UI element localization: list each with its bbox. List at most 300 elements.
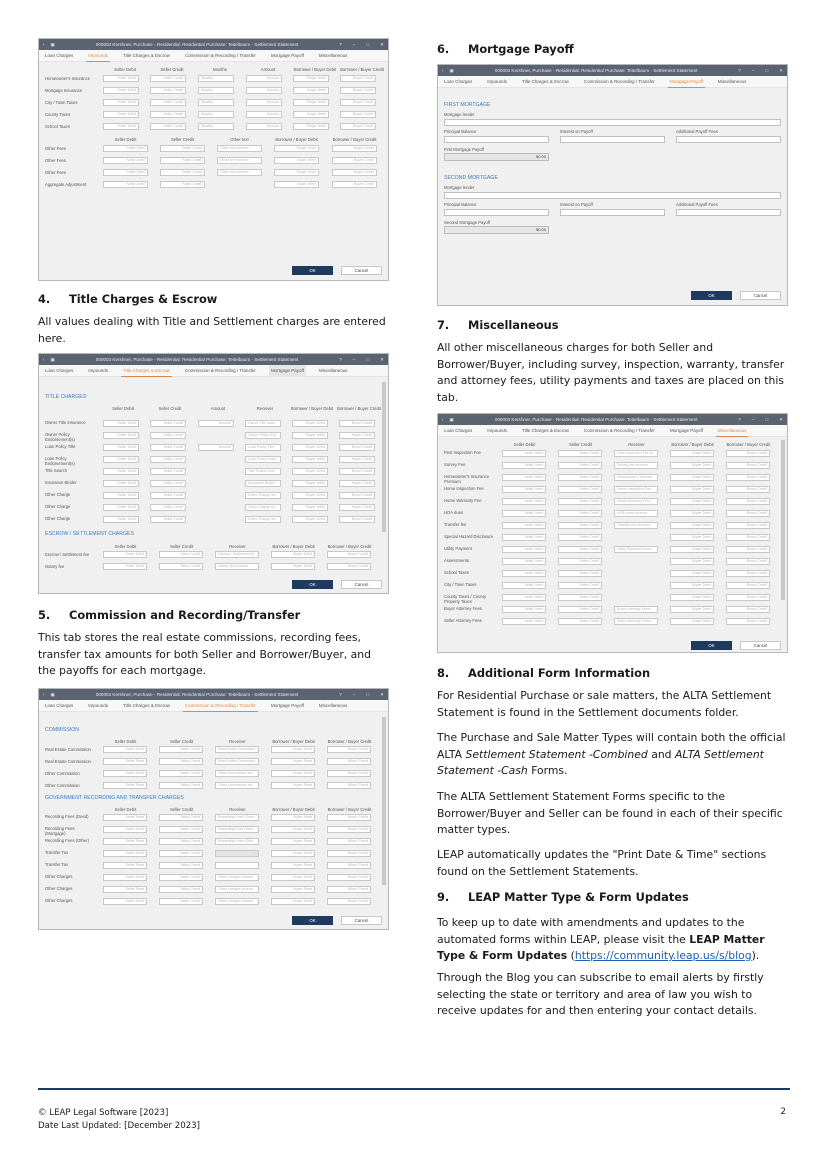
form-input[interactable]: Buyer Credit — [726, 582, 770, 589]
form-input[interactable]: Buyer Credit — [726, 462, 770, 469]
form-input[interactable]: Owner Title Insur — [245, 420, 281, 427]
receiver-dropdown[interactable]: ⌄ — [215, 850, 259, 857]
help-icon[interactable]: ? — [738, 67, 741, 73]
ok-button[interactable]: OK — [691, 291, 732, 300]
form-input[interactable]: Buyer Debit — [670, 498, 714, 505]
mortgage-lender-input[interactable] — [444, 192, 781, 199]
amount-input[interactable] — [444, 136, 549, 143]
amount-input[interactable] — [560, 209, 665, 216]
form-input[interactable]: Seller Credit — [558, 618, 602, 625]
form-input[interactable]: Notary fee receiver — [215, 563, 259, 570]
form-input[interactable]: Buyer Credit — [726, 558, 770, 565]
tab-commission-recording-transfer[interactable]: Commission & Recording / Transfer — [184, 53, 256, 58]
form-input[interactable]: Buyer Credit — [327, 862, 371, 869]
form-input[interactable]: Other fee receiver — [217, 169, 262, 176]
tab-title-charges-escrow[interactable]: Title Charges & Escrow — [123, 53, 170, 58]
back-icon[interactable]: ‹ — [43, 691, 45, 697]
form-input[interactable]: Seller Credit — [150, 75, 186, 82]
form-input[interactable]: Months — [198, 75, 234, 82]
form-input[interactable]: Seller Debit — [103, 770, 147, 777]
form-input[interactable]: Buyer Credit — [327, 551, 371, 558]
form-input[interactable]: Buyer Credit — [726, 498, 770, 505]
form-input[interactable]: Seller Credit — [558, 570, 602, 577]
form-input[interactable]: Buyer Credit — [340, 99, 376, 106]
tab-mortgage-payoff[interactable]: Mortgage Payoff — [269, 365, 306, 377]
tab-loan-charges[interactable]: Loan Charges — [444, 79, 473, 84]
form-input[interactable]: Buyer Debit — [670, 618, 714, 625]
tab-title-charges-escrow[interactable]: Title Charges & Escrow — [522, 79, 569, 84]
form-input[interactable]: Buyer Debit — [670, 462, 714, 469]
close-icon[interactable]: ✕ — [779, 416, 783, 422]
form-input[interactable]: Loan Policy Endo — [245, 456, 281, 463]
form-input[interactable]: Buyer Debit — [271, 770, 315, 777]
form-input[interactable]: Buyer Debit — [670, 474, 714, 481]
form-input[interactable]: Other charges receive — [215, 886, 259, 893]
form-input[interactable]: Seller Credit — [159, 770, 203, 777]
help-icon[interactable]: ? — [339, 356, 342, 362]
form-input[interactable]: Seller Debit — [502, 510, 546, 517]
form-input[interactable]: Buyer Debit — [293, 87, 329, 94]
form-input[interactable]: Seller Credit — [150, 492, 186, 499]
form-input[interactable]: Buyer Debit — [670, 594, 714, 601]
form-input[interactable]: Buyer Credit — [726, 450, 770, 457]
form-input[interactable]: Buyer Debit — [292, 480, 328, 487]
form-input[interactable]: Other commission rec — [215, 770, 259, 777]
form-input[interactable]: Buyer Debit — [271, 563, 315, 570]
form-input[interactable]: Buyer Debit — [292, 492, 328, 499]
form-input[interactable]: Seller Debit — [502, 522, 546, 529]
form-input[interactable]: Buyer Debit — [274, 157, 319, 164]
form-input[interactable]: Seller Credit — [159, 850, 203, 857]
form-input[interactable]: Seller Debit — [502, 594, 546, 601]
form-input[interactable]: Buyer Credit — [726, 474, 770, 481]
form-input[interactable]: Buyer Credit — [340, 87, 376, 94]
tab-impounds[interactable]: Impounds — [88, 703, 109, 708]
cancel-button[interactable]: Cancel — [740, 291, 781, 300]
minimize-icon[interactable]: – — [352, 41, 356, 47]
form-input[interactable]: Seller Debit — [502, 486, 546, 493]
minimize-icon[interactable]: – — [751, 67, 755, 73]
form-input[interactable]: Seller Debit — [502, 462, 546, 469]
back-icon[interactable]: ‹ — [442, 67, 444, 73]
form-input[interactable]: Buyer Credit — [726, 570, 770, 577]
form-input[interactable]: Seller Debit — [103, 157, 148, 164]
form-input[interactable]: Seller Debit — [502, 570, 546, 577]
form-input[interactable]: Recording Fees (Othe — [215, 838, 259, 845]
tab-commission-recording-transfer[interactable]: Commission & Recording / Transfer — [583, 428, 655, 433]
form-input[interactable]: Seller Debit — [103, 874, 147, 881]
form-input[interactable]: Other Charge rec — [245, 516, 281, 523]
form-input[interactable]: Buyer Credit — [327, 770, 371, 777]
amount-input[interactable] — [560, 136, 665, 143]
form-input[interactable]: Seller Credit — [558, 498, 602, 505]
form-input[interactable]: Buyer Credit — [726, 510, 770, 517]
form-input[interactable]: HOA dues receiver — [614, 510, 658, 517]
form-input[interactable]: Amount — [246, 99, 282, 106]
form-input[interactable]: Seller Credit — [160, 157, 205, 164]
ok-button[interactable]: OK — [292, 580, 333, 589]
form-input[interactable]: Buyer Credit — [339, 492, 375, 499]
form-input[interactable]: Buyer Credit — [339, 480, 375, 487]
form-input[interactable]: Buyer Debit — [274, 169, 319, 176]
maximize-icon[interactable]: □ — [366, 356, 370, 362]
form-input[interactable]: Other commission rec — [215, 782, 259, 789]
form-input[interactable]: Buyer Credit — [327, 782, 371, 789]
form-input[interactable]: Buyer Debit — [271, 850, 315, 857]
form-input[interactable]: Buyer Debit — [292, 444, 328, 451]
cancel-button[interactable]: Cancel — [341, 266, 382, 275]
form-input[interactable]: Seller Debit — [103, 782, 147, 789]
ok-button[interactable]: OK — [292, 266, 333, 275]
form-input[interactable]: Months — [198, 111, 234, 118]
form-input[interactable]: Buyer Credit — [339, 444, 375, 451]
form-input[interactable]: Seller Credit — [150, 87, 186, 94]
form-input[interactable]: Buyer Credit — [339, 420, 375, 427]
form-input[interactable]: Buyer Credit — [340, 75, 376, 82]
back-icon[interactable]: ‹ — [43, 41, 45, 47]
minimize-icon[interactable]: – — [352, 356, 356, 362]
form-input[interactable]: Seller Debit — [103, 432, 139, 439]
tab-miscellaneous[interactable]: Miscellaneous — [716, 425, 749, 437]
form-input[interactable]: Seller Debit — [103, 456, 139, 463]
form-input[interactable]: Seller Credit — [159, 826, 203, 833]
form-input[interactable]: Buyer Debit — [274, 145, 319, 152]
form-input[interactable]: Buyer Credit — [340, 123, 376, 130]
form-input[interactable] — [215, 862, 259, 869]
close-icon[interactable]: ✕ — [380, 691, 384, 697]
tab-title-charges-escrow[interactable]: Title Charges & Escrow — [123, 703, 170, 708]
form-input[interactable]: Seller Debit — [502, 534, 546, 541]
form-input[interactable]: Buyer Debit — [271, 826, 315, 833]
form-input[interactable]: Seller Debit — [103, 886, 147, 893]
form-input[interactable]: Buyer Credit — [726, 594, 770, 601]
close-icon[interactable]: ✕ — [779, 67, 783, 73]
form-input[interactable]: Seller Debit — [103, 504, 139, 511]
form-input[interactable]: Other Charge rec — [245, 492, 281, 499]
form-input[interactable]: Buyer Credit — [726, 534, 770, 541]
form-input[interactable]: Seller Debit — [103, 111, 139, 118]
close-icon[interactable]: ✕ — [380, 41, 384, 47]
tab-mortgage-payoff[interactable]: Mortgage Payoff — [270, 53, 304, 58]
cancel-button[interactable]: Cancel — [740, 641, 781, 650]
form-input[interactable]: Seller Debit — [502, 606, 546, 613]
form-input[interactable]: Seller Credit — [159, 862, 203, 869]
form-input[interactable]: Buyer Credit — [327, 746, 371, 753]
form-input[interactable]: Buyer Debit — [271, 886, 315, 893]
form-input[interactable]: Other charges receive — [215, 898, 259, 905]
form-input[interactable]: Amount — [198, 420, 234, 427]
form-input[interactable]: Buyer Credit — [339, 456, 375, 463]
form-input[interactable]: Buyer Credit — [327, 898, 371, 905]
form-input[interactable]: Buyer Debit — [670, 546, 714, 553]
form-input[interactable]: Seller Debit — [103, 420, 139, 427]
maximize-icon[interactable]: □ — [765, 416, 769, 422]
tab-miscellaneous[interactable]: Miscellaneous — [318, 368, 348, 373]
form-input[interactable]: Seller Debit — [103, 444, 139, 451]
form-input[interactable]: Seller Credit — [150, 99, 186, 106]
document-icon[interactable]: ▣ — [50, 41, 55, 47]
form-input[interactable]: Insurance Binder — [245, 480, 281, 487]
form-input[interactable]: Buyer Debit — [292, 516, 328, 523]
cancel-button[interactable]: Cancel — [341, 916, 382, 925]
form-input[interactable]: Buyer Credit — [327, 814, 371, 821]
tab-loan-charges[interactable]: Loan Charges — [45, 53, 74, 58]
form-input[interactable]: Buyer Credit — [339, 432, 375, 439]
maximize-icon[interactable]: □ — [366, 41, 370, 47]
form-input[interactable]: Seller Credit — [159, 874, 203, 881]
help-icon[interactable]: ? — [339, 691, 342, 697]
form-input[interactable]: Seller Credit — [160, 145, 205, 152]
form-input[interactable]: Buyer Debit — [293, 75, 329, 82]
form-input[interactable]: Seller Credit — [160, 169, 205, 176]
form-input[interactable]: Buyer Debit — [271, 746, 315, 753]
form-input[interactable]: Survey fee receiver — [614, 462, 658, 469]
form-input[interactable]: Amount — [246, 87, 282, 94]
minimize-icon[interactable]: – — [352, 691, 356, 697]
form-input[interactable]: Seller Debit — [103, 492, 139, 499]
form-input[interactable]: Seller Debit — [103, 516, 139, 523]
tab-mortgage-payoff[interactable]: Mortgage Payoff — [270, 703, 304, 708]
form-input[interactable]: Seller Debit — [103, 563, 147, 570]
mortgage-lender-input[interactable] — [444, 119, 781, 126]
form-input[interactable]: Seller Credit — [159, 782, 203, 789]
form-input[interactable]: Buyer Debit — [292, 456, 328, 463]
form-input[interactable]: Buyer Debit — [274, 181, 319, 188]
ok-button[interactable]: OK — [691, 641, 732, 650]
form-input[interactable]: Seller Credit — [150, 516, 186, 523]
form-input[interactable]: Seller Debit — [103, 898, 147, 905]
maximize-icon[interactable]: □ — [765, 67, 769, 73]
form-input[interactable]: Buyer Credit — [327, 838, 371, 845]
form-input[interactable]: Seller Debit — [502, 546, 546, 553]
form-input[interactable]: Buyer Credit — [726, 606, 770, 613]
tab-title-charges-escrow[interactable]: Title Charges & Escrow — [121, 365, 172, 377]
form-input[interactable]: Seller Credit — [159, 758, 203, 765]
form-input[interactable]: Seller Debit — [103, 145, 148, 152]
tab-title-charges-escrow[interactable]: Title Charges & Escrow — [522, 428, 569, 433]
form-input[interactable]: Seller Debit — [103, 826, 147, 833]
form-input[interactable]: Seller Credit — [150, 111, 186, 118]
form-input[interactable]: Seller Debit — [502, 558, 546, 565]
form-input[interactable]: Buyer Credit — [327, 563, 371, 570]
form-input[interactable]: Real Estate Commissio — [215, 746, 259, 753]
form-input[interactable]: Buyer Credit — [726, 546, 770, 553]
form-input[interactable]: Buyer Debit — [271, 898, 315, 905]
close-icon[interactable]: ✕ — [380, 356, 384, 362]
form-input[interactable]: Seller Credit — [150, 444, 186, 451]
form-input[interactable]: Buyer Debit — [271, 862, 315, 869]
form-input[interactable]: Seller Debit — [103, 746, 147, 753]
form-input[interactable]: Loan Policy Title — [245, 444, 281, 451]
form-input[interactable]: Seller Credit — [558, 582, 602, 589]
tab-loan-charges[interactable]: Loan Charges — [444, 428, 473, 433]
form-input[interactable]: Title Search rece — [245, 468, 281, 475]
tab-miscellaneous[interactable]: Miscellaneous — [318, 703, 348, 708]
form-input[interactable]: Buyer Debit — [271, 838, 315, 845]
form-input[interactable]: Buyer Credit — [340, 111, 376, 118]
form-input[interactable]: Amount — [246, 123, 282, 130]
form-input[interactable]: Seller Credit — [159, 838, 203, 845]
form-input[interactable]: Buyer Credit — [327, 874, 371, 881]
form-input[interactable]: Buyer Debit — [670, 522, 714, 529]
form-input[interactable]: Buyer Debit — [670, 558, 714, 565]
form-input[interactable]: Buyer Attorney Fees r — [614, 606, 658, 613]
form-input[interactable]: Buyer Credit — [327, 826, 371, 833]
help-icon[interactable]: ? — [738, 416, 741, 422]
form-input[interactable]: Buyer Credit — [339, 504, 375, 511]
form-input[interactable]: Seller Debit — [502, 618, 546, 625]
form-input[interactable]: Buyer Credit — [327, 758, 371, 765]
form-input[interactable]: Seller Debit — [103, 480, 139, 487]
tab-impounds[interactable]: Impounds — [88, 368, 109, 373]
form-input[interactable]: Buyer Debit — [293, 123, 329, 130]
form-input[interactable]: Utility Payment receiv — [614, 546, 658, 553]
form-input[interactable]: Owner Policy Enc — [245, 432, 281, 439]
form-input[interactable]: Buyer Debit — [670, 450, 714, 457]
form-input[interactable]: Seller Debit — [103, 814, 147, 821]
form-input[interactable]: Seller Attorney Fees r — [614, 618, 658, 625]
form-input[interactable]: Seller Credit — [558, 474, 602, 481]
form-input[interactable]: Recording Fees (Deed — [215, 814, 259, 821]
form-input[interactable]: Seller Credit — [558, 462, 602, 469]
form-input[interactable]: Seller Debit — [502, 582, 546, 589]
form-input[interactable]: Buyer Debit — [670, 582, 714, 589]
tab-impounds[interactable]: Impounds — [86, 50, 110, 62]
form-input[interactable]: Seller Debit — [103, 758, 147, 765]
form-input[interactable]: Homeowner's Insuran — [614, 474, 658, 481]
form-input[interactable]: Buyer Debit — [293, 99, 329, 106]
form-input[interactable]: Buyer Credit — [327, 886, 371, 893]
form-input[interactable]: Seller Debit — [502, 450, 546, 457]
form-input[interactable]: Seller Debit — [103, 838, 147, 845]
form-input[interactable]: Buyer Debit — [271, 814, 315, 821]
form-input[interactable]: Seller Credit — [558, 450, 602, 457]
document-icon[interactable]: ▣ — [449, 67, 454, 73]
form-input[interactable]: Home Inspection Fee — [614, 486, 658, 493]
form-input[interactable]: Buyer Debit — [670, 606, 714, 613]
form-input[interactable]: Seller Credit — [558, 558, 602, 565]
form-input[interactable]: Home Warranty Fee r — [614, 498, 658, 505]
form-input[interactable]: Buyer Debit — [271, 782, 315, 789]
form-input[interactable]: Seller Credit — [150, 504, 186, 511]
form-input[interactable]: Buyer Debit — [670, 510, 714, 517]
help-icon[interactable]: ? — [339, 41, 342, 47]
form-input[interactable]: Seller Debit — [103, 123, 139, 130]
form-input[interactable]: Seller Debit — [103, 87, 139, 94]
form-input[interactable]: Buyer Credit — [332, 157, 377, 164]
tab-loan-charges[interactable]: Loan Charges — [45, 703, 74, 708]
form-input[interactable]: Seller Credit — [159, 563, 203, 570]
form-input[interactable]: Buyer Debit — [292, 468, 328, 475]
form-input[interactable]: Seller Debit — [502, 498, 546, 505]
form-input[interactable]: Months — [198, 87, 234, 94]
tab-commission-recording-transfer[interactable]: Commission & Recording / Transfer — [183, 700, 258, 712]
form-input[interactable]: Seller Credit — [558, 522, 602, 529]
form-input[interactable]: Other fee receiver — [217, 145, 262, 152]
scrollbar[interactable] — [382, 717, 386, 885]
form-input[interactable]: Seller Credit — [558, 534, 602, 541]
form-input[interactable]: Pest Inspection Fee re — [614, 450, 658, 457]
scrollbar[interactable] — [382, 382, 386, 532]
form-input[interactable]: Seller Credit — [150, 456, 186, 463]
form-input[interactable]: Buyer Credit — [726, 522, 770, 529]
form-input[interactable]: Buyer Credit — [332, 145, 377, 152]
scrollbar[interactable] — [781, 440, 785, 600]
document-icon[interactable]: ▣ — [449, 416, 454, 422]
maximize-icon[interactable]: □ — [366, 691, 370, 697]
amount-input[interactable] — [676, 209, 781, 216]
form-input[interactable]: Seller Credit — [558, 546, 602, 553]
form-input[interactable]: Seller Credit — [159, 898, 203, 905]
form-input[interactable]: Seller Debit — [103, 99, 139, 106]
document-icon[interactable]: ▣ — [50, 356, 55, 362]
tab-loan-charges[interactable]: Loan Charges — [45, 368, 74, 373]
form-input[interactable]: Buyer Credit — [726, 486, 770, 493]
form-input[interactable]: Seller Credit — [558, 486, 602, 493]
form-input[interactable]: Buyer Credit — [327, 850, 371, 857]
form-input[interactable]: Seller Credit — [150, 480, 186, 487]
form-input[interactable]: Buyer Debit — [292, 504, 328, 511]
form-input[interactable]: Seller Credit — [150, 123, 186, 130]
form-input[interactable]: Escrow / Settlement fe — [215, 551, 259, 558]
form-input[interactable]: Seller Debit — [103, 181, 148, 188]
form-input[interactable]: Real Estate Commissio — [215, 758, 259, 765]
form-input[interactable]: Buyer Debit — [670, 570, 714, 577]
tab-miscellaneous[interactable]: Miscellaneous — [717, 79, 747, 84]
tab-commission-recording-transfer[interactable]: Commission & Recording / Transfer — [184, 368, 256, 373]
form-input[interactable]: Months — [198, 123, 234, 130]
form-input[interactable]: Buyer Debit — [271, 551, 315, 558]
form-input[interactable]: Other charges receive — [215, 874, 259, 881]
form-input[interactable]: Seller Credit — [150, 420, 186, 427]
tab-impounds[interactable]: Impounds — [487, 428, 508, 433]
back-icon[interactable]: ‹ — [43, 356, 45, 362]
form-input[interactable]: Transfer fee receiver — [614, 522, 658, 529]
form-input[interactable]: Buyer Credit — [339, 516, 375, 523]
form-input[interactable]: Amount — [198, 444, 234, 451]
tab-commission-recording-transfer[interactable]: Commission & Recording / Transfer — [583, 79, 655, 84]
form-input[interactable]: Buyer Credit — [332, 169, 377, 176]
form-input[interactable]: Amount — [246, 75, 282, 82]
form-input[interactable]: Buyer Credit — [332, 181, 377, 188]
form-input[interactable]: Buyer Debit — [271, 874, 315, 881]
form-input[interactable]: Seller Credit — [558, 594, 602, 601]
form-input[interactable]: Seller Debit — [103, 169, 148, 176]
form-input[interactable]: Seller Debit — [103, 850, 147, 857]
form-input[interactable]: Seller Credit — [150, 432, 186, 439]
tab-impounds[interactable]: Impounds — [487, 79, 508, 84]
tab-miscellaneous[interactable]: Miscellaneous — [318, 53, 348, 58]
amount-input[interactable] — [444, 209, 549, 216]
form-input[interactable]: Buyer Credit — [339, 468, 375, 475]
form-input[interactable]: Seller Credit — [159, 551, 203, 558]
form-input[interactable]: Seller Debit — [103, 468, 139, 475]
form-input[interactable]: Seller Credit — [159, 886, 203, 893]
form-input[interactable]: Seller Credit — [159, 814, 203, 821]
blog-link[interactable]: https://community.leap.us/s/blog — [574, 949, 752, 962]
form-input[interactable]: Recording Fees (Mort — [215, 826, 259, 833]
minimize-icon[interactable]: – — [751, 416, 755, 422]
tab-mortgage-payoff[interactable]: Mortgage Payoff — [668, 76, 705, 88]
tab-mortgage-payoff[interactable]: Mortgage Payoff — [669, 428, 703, 433]
form-input[interactable]: Seller Credit — [150, 468, 186, 475]
form-input[interactable]: Seller Debit — [103, 862, 147, 869]
form-input[interactable]: Seller Credit — [558, 510, 602, 517]
form-input[interactable]: Buyer Debit — [292, 420, 328, 427]
amount-input[interactable] — [676, 136, 781, 143]
form-input[interactable]: Buyer Debit — [670, 534, 714, 541]
cancel-button[interactable]: Cancel — [341, 580, 382, 589]
